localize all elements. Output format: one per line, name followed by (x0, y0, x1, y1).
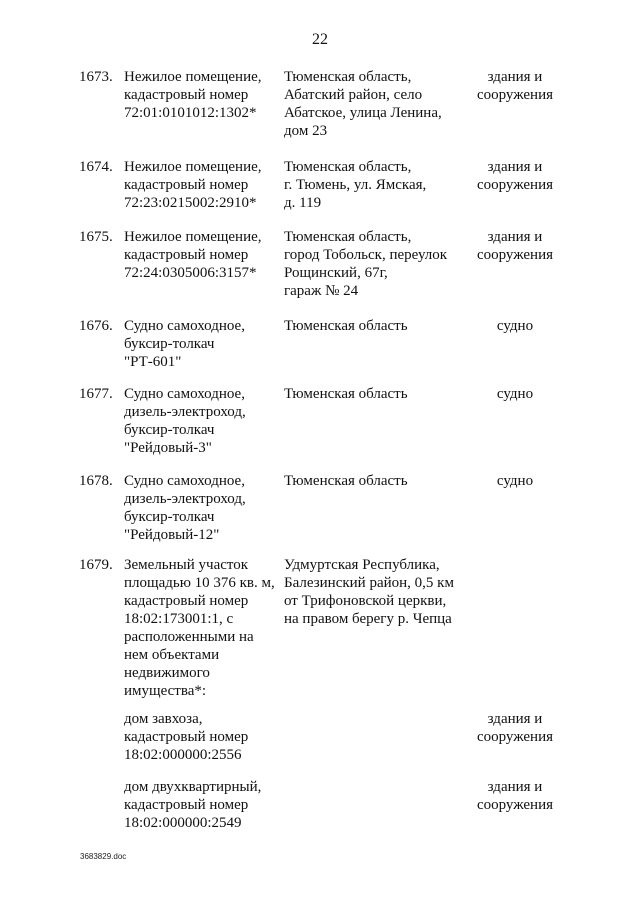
description-line: дизель-электроход, (124, 404, 246, 420)
description-line: площадью 10 376 кв. м, (124, 575, 275, 591)
address-line: гараж № 24 (284, 283, 359, 299)
entry-address (284, 68, 462, 140)
description-line: дом завхоза, (124, 711, 203, 727)
address-line: Тюменская область (284, 318, 408, 334)
category-line: здания и (487, 711, 543, 727)
entry-description (124, 317, 274, 371)
description-line: "РТ-601" (124, 354, 182, 370)
entry-number: 1674. (79, 159, 113, 175)
entry-category (466, 228, 564, 264)
entry-description (124, 778, 274, 832)
page-number: 22 (312, 31, 328, 48)
address-line: Абатский район, село (284, 87, 423, 103)
document-filename: 3683829.doc (80, 852, 127, 861)
description-line: 72:23:0215002:2910* (124, 195, 257, 211)
address-line: Тюменская область, (284, 159, 412, 175)
entry-number: 1675. (79, 229, 113, 245)
description-line: Судно самоходное, (124, 473, 245, 489)
entry-address (284, 385, 462, 403)
entry-address (284, 158, 462, 212)
description-line: кадастровый номер (124, 247, 249, 263)
list-item (0, 158, 640, 228)
entry-description (124, 710, 274, 764)
category-line: сооружения (476, 729, 554, 745)
list-item (0, 228, 640, 317)
entry-category (466, 68, 564, 104)
entry-address (284, 317, 462, 335)
description-line: 72:24:0305006:3157* (124, 265, 257, 281)
category-line: здания и (487, 69, 543, 85)
list-item (0, 68, 640, 158)
category-line: судно (496, 386, 534, 402)
category-line: судно (496, 473, 534, 489)
description-line: 18:02:000000:2549 (124, 815, 242, 831)
description-line: буксир-толкач (124, 336, 215, 352)
description-line: кадастровый номер (124, 87, 249, 103)
description-line: кадастровый номер (124, 593, 249, 609)
entry-address (284, 228, 462, 300)
category-line: здания и (487, 229, 543, 245)
address-line: на правом берегу р. Чепца (284, 611, 452, 627)
address-line: Тюменская область (284, 473, 408, 489)
entry-category (466, 385, 564, 403)
list-item (0, 472, 640, 556)
description-line: расположенными на (124, 629, 254, 645)
address-line: Рощинский, 67г, (284, 265, 388, 281)
entry-address (284, 472, 462, 490)
entry-category (466, 710, 564, 746)
description-line: кадастровый номер (124, 177, 249, 193)
description-line: Земельный участок (124, 557, 249, 573)
description-line: кадастровый номер (124, 729, 249, 745)
description-line: "Рейдовый-3" (124, 440, 212, 456)
entry-number: 1676. (79, 318, 113, 334)
category-line: здания и (487, 159, 543, 175)
description-line: 72:01:0101012:1302* (124, 105, 257, 121)
entry-category (466, 158, 564, 194)
entry-description (124, 228, 274, 282)
category-line: здания и (487, 779, 543, 795)
list-item (0, 317, 640, 385)
entry-category (466, 472, 564, 490)
description-line: дом двухквартирный, (124, 779, 262, 795)
list-item (0, 385, 640, 472)
description-line: недвижимого (124, 665, 210, 681)
entry-category (466, 317, 564, 335)
address-line: дом 23 (284, 123, 328, 139)
description-line: "Рейдовый-12" (124, 527, 220, 543)
address-line: Балезинский район, 0,5 км (284, 575, 454, 591)
category-line: сооружения (476, 797, 554, 813)
entry-category (466, 778, 564, 814)
address-line: город Тобольск, переулок (284, 247, 448, 263)
category-line: судно (496, 318, 534, 334)
description-line: буксир-толкач (124, 422, 215, 438)
category-line: сооружения (476, 87, 554, 103)
address-line: Абатское, улица Ленина, (284, 105, 442, 121)
description-line: Судно самоходное, (124, 386, 245, 402)
entry-description (124, 385, 274, 457)
address-line: от Трифоновской церкви, (284, 593, 447, 609)
entry-description (124, 68, 274, 122)
address-line: Тюменская область, (284, 69, 412, 85)
entry-number: 1679. (79, 557, 113, 573)
list-item (0, 556, 640, 710)
category-line: сооружения (476, 177, 554, 193)
entry-number: 1677. (79, 386, 113, 402)
address-line: г. Тюмень, ул. Ямская, (284, 177, 427, 193)
entry-address (284, 556, 462, 628)
address-line: Удмуртская Республика, (284, 557, 440, 573)
description-line: Нежилое помещение, (124, 229, 262, 245)
entry-description (124, 158, 274, 212)
description-line: кадастровый номер (124, 797, 249, 813)
description-line: нем объектами (124, 647, 220, 663)
description-line: буксир-толкач (124, 509, 215, 525)
address-line: д. 119 (284, 195, 322, 211)
description-line: имущества*: (124, 683, 207, 699)
address-line: Тюменская область, (284, 229, 412, 245)
entries-list (0, 68, 640, 838)
entry-number: 1673. (79, 69, 113, 85)
entry-description (124, 472, 274, 544)
address-line: Тюменская область (284, 386, 408, 402)
description-line: Нежилое помещение, (124, 69, 262, 85)
entry-description (124, 556, 274, 700)
description-line: дизель-электроход, (124, 491, 246, 507)
category-line: сооружения (476, 247, 554, 263)
list-item (0, 778, 640, 838)
description-line: Нежилое помещение, (124, 159, 262, 175)
description-line: Судно самоходное, (124, 318, 245, 334)
entry-number: 1678. (79, 473, 113, 489)
description-line: 18:02:173001:1, с (124, 611, 234, 627)
description-line: 18:02:000000:2556 (124, 747, 242, 763)
list-item (0, 710, 640, 778)
